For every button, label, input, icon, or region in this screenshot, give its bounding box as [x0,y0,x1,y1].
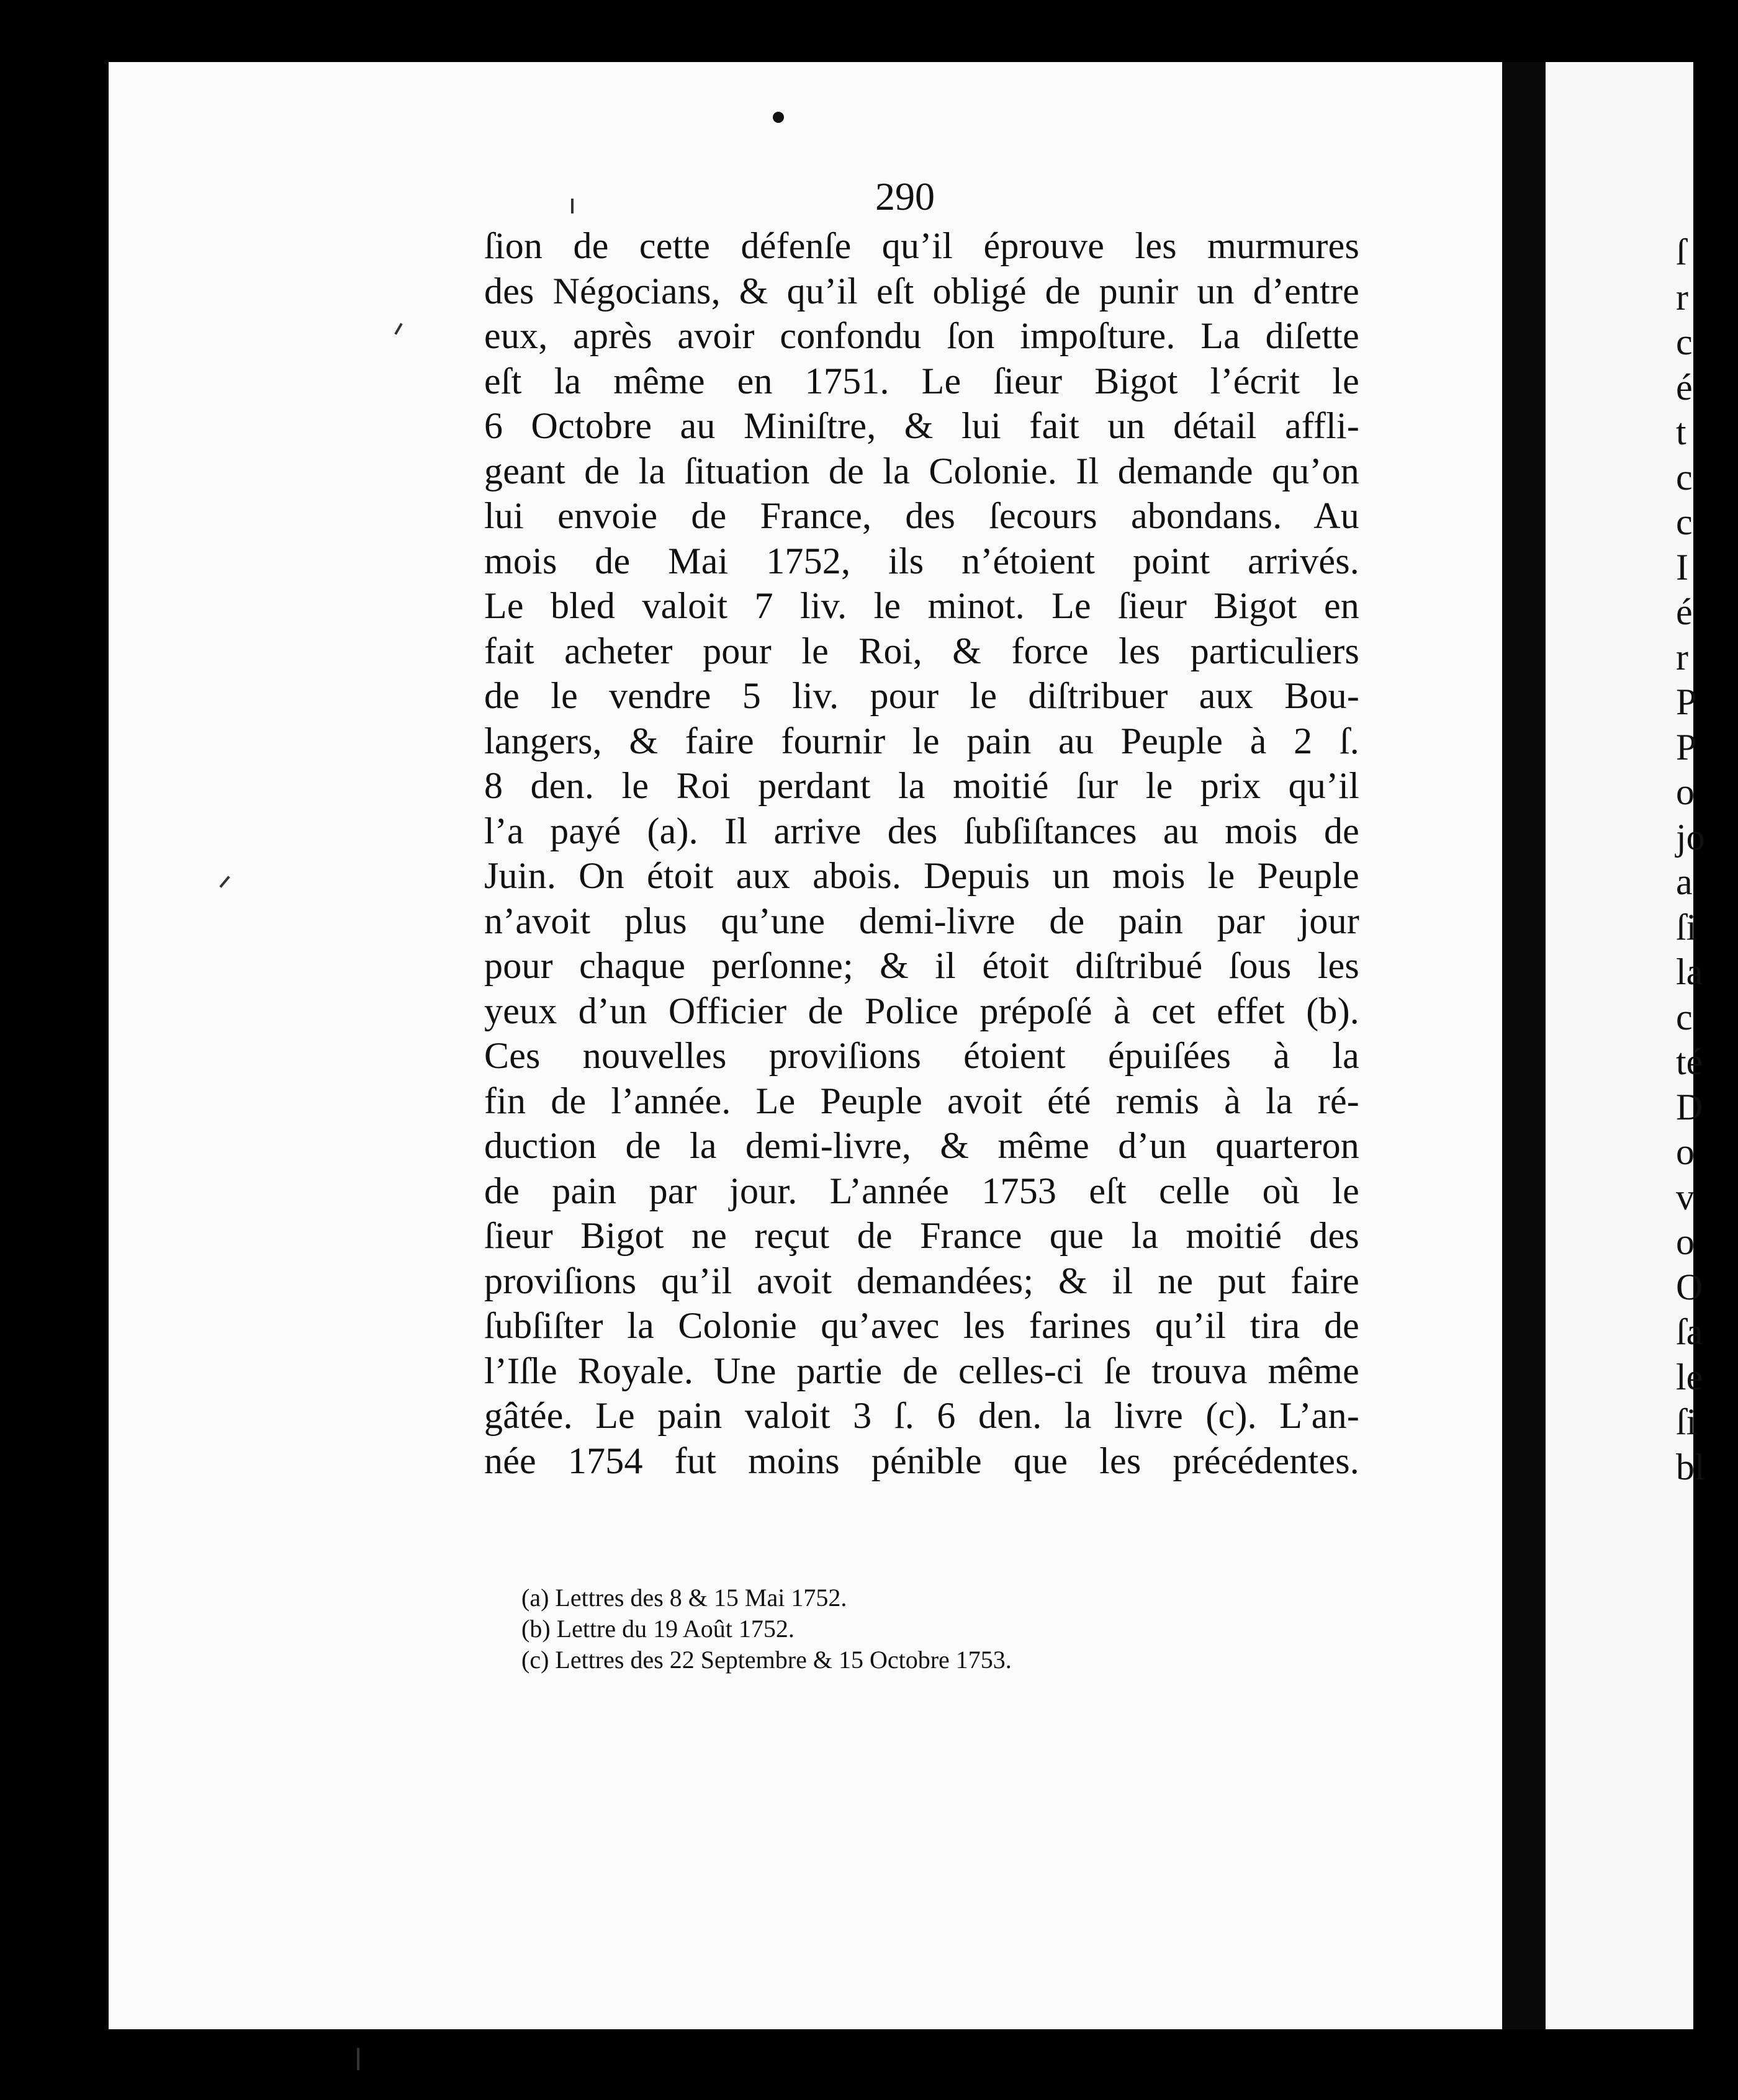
footnote: (b) Lettre du 19 Août 1752. [521,1615,795,1643]
text-fragment: jo [1676,816,1705,858]
text-fragment: c [1676,501,1693,542]
text-fragment: I [1676,546,1688,588]
text-line: ſubſiſter la Colonie qu’avec les farines qu’il tira de [484,1305,1359,1346]
footnote: (a) Lettres des 8 & 15 Mai 1752. [521,1584,847,1612]
text-fragment: ſ [1676,231,1686,272]
text-fragment: P [1676,726,1697,768]
text-line: lui envoie de France, des ſecours abondans. Au [484,495,1359,536]
text-fragment: é [1676,591,1693,632]
body-text [484,223,1359,1483]
text-line: eſt la même en 1751. Le ſieur Bigot l’écrit le [484,360,1359,402]
footnote: (c) Lettres des 22 Septembre & 15 Octobre 1753. [521,1646,1012,1674]
text-line: l’Iſle Royale. Une partie de celles-ci ſe trouva même [484,1350,1359,1391]
text-fragment: r [1676,276,1688,318]
text-line: ſion de cette défenſe qu’il éprouve les murmures [484,225,1359,266]
text-fragment: ſa [1676,1311,1703,1352]
text-fragment: le [1676,1356,1703,1398]
book-spine [1502,62,1546,2029]
text-line: ſieur Bigot ne reçut de France que la moitié des [484,1215,1359,1256]
page-number: 290 [875,174,935,218]
text-fragment: ſi [1676,1401,1697,1442]
text-line: des Négocians, & qu’il eſt obligé de punir un d’entre [484,270,1359,312]
ink-dot [773,112,784,123]
text-line: yeux d’un Officier de Police prépoſé à cet effet (b). [484,990,1359,1031]
text-fragment: a [1676,861,1693,902]
text-fragment: r [1676,636,1688,678]
margin-tick [357,2048,359,2070]
text-fragment: t [1676,411,1686,452]
text-line: Ces nouvelles proviſions étoient épuiſées à la [484,1035,1359,1076]
text-fragment: D [1676,1086,1703,1128]
text-line: fin de l’année. Le Peuple avoit été remis à la ré- [484,1080,1359,1121]
margin-tick [571,199,574,213]
text-line: gâtée. Le pain valoit 3 ſ. 6 den. la livre (c). L’an- [484,1395,1359,1436]
text-line: de le vendre 5 liv. pour le diſtribuer aux Bou- [484,675,1359,716]
text-line: duction de la demi-livre, & même d’un quarteron [484,1125,1359,1166]
text-fragment: bl [1676,1446,1705,1487]
text-fragment: o [1676,1131,1695,1172]
text-line: Juin. On étoit aux abois. Depuis un mois le Peuple [484,855,1359,896]
text-line: l’a payé (a). Il arrive des ſubſiſtances au mois de [484,810,1359,851]
text-fragment: o [1676,1221,1695,1262]
text-fragment: té [1676,1041,1703,1082]
text-line: langers, & faire fournir le pain au Peuple à 2 ſ. [484,720,1359,761]
text-fragment: P [1676,681,1697,722]
text-line: geant de la ſituation de la Colonie. Il demande qu’on [484,450,1359,491]
text-line: 6 Octobre au Miniſtre, & lui fait un détail affli- [484,405,1359,446]
text-line: pour chaque perſonne; & il étoit diſtribué ſous les [484,945,1359,986]
text-line: Le bled valoit 7 liv. le minot. Le ſieur Bigot en [484,585,1359,626]
text-fragment: c [1676,996,1693,1038]
text-fragment: é [1676,366,1693,408]
footnotes [521,1582,1390,1676]
text-line: n’avoit plus qu’une demi-livre de pain par jour [484,900,1359,941]
text-fragment: c [1676,321,1693,362]
text-line: de pain par jour. L’année 1753 eſt celle où le [484,1170,1359,1211]
text-fragment: la [1676,951,1703,992]
text-fragment: c [1676,456,1693,498]
facing-page-text [1676,230,1738,1489]
text-line: mois de Mai 1752, ils n’étoient point arrivés. [484,540,1359,581]
text-line: eux, après avoir confondu ſon impoſture. La diſette [484,315,1359,356]
text-fragment: ſi [1676,906,1697,948]
text-fragment: v [1676,1176,1695,1218]
facing-page [1546,62,1693,2029]
text-line: proviſions qu’il avoit demandées; & il ne put faire [484,1260,1359,1301]
text-fragment: o [1676,771,1695,812]
text-fragment: O [1676,1266,1703,1308]
text-line: 8 den. le Roi perdant la moitié ſur le prix qu’il [484,765,1359,806]
text-line: fait acheter pour le Roi, & force les particuliers [484,630,1359,671]
text-line: née 1754 fut moins pénible que les précédentes. [484,1440,1359,1481]
